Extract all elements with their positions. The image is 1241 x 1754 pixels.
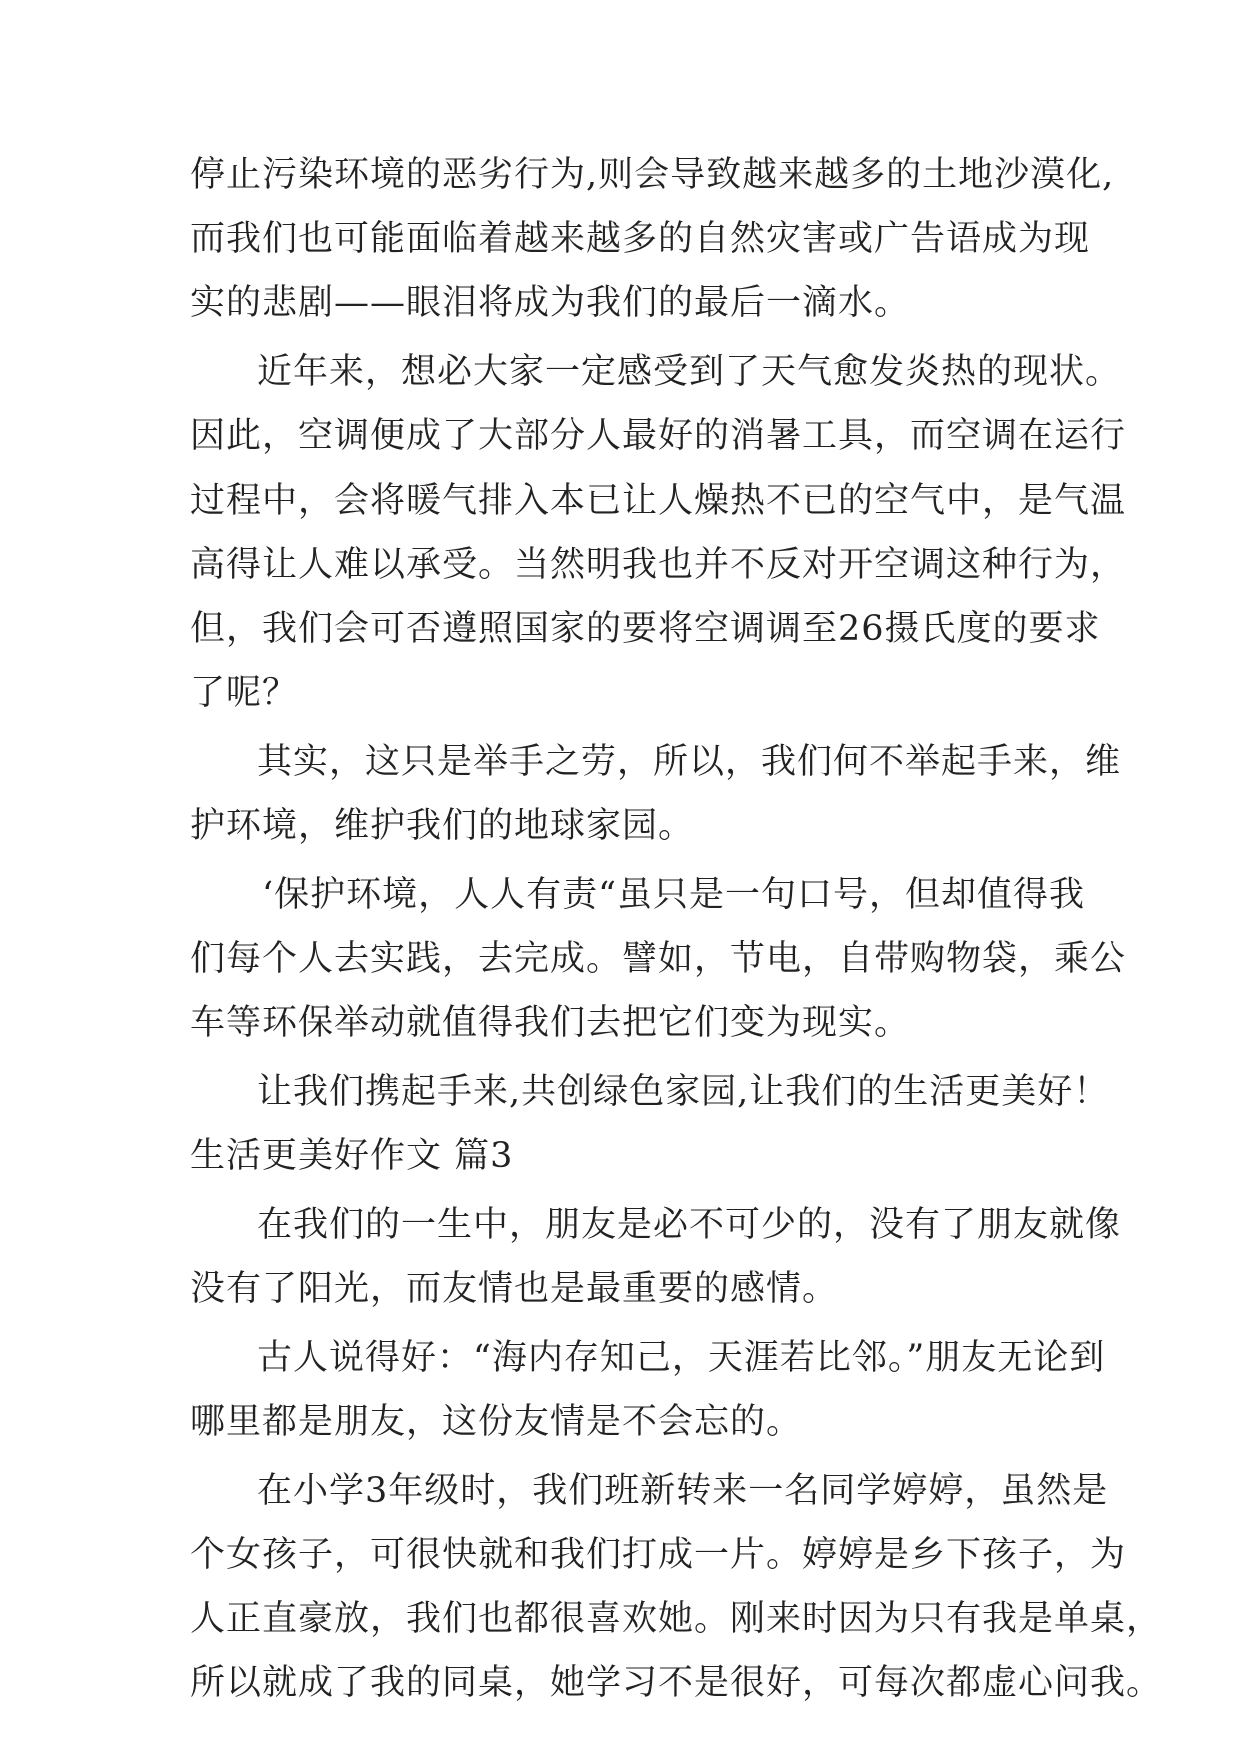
text-line: 个女孩子，可很快就和我们打成一片。婷婷是乡下孩子，为: [190, 1535, 1127, 1575]
text-line: 但，我们会可否遵照国家的要将空调调至26摄氏度的要求: [190, 609, 1101, 649]
text-line: 在我们的一生中，朋友是必不可少的，没有了朋友就像: [257, 1205, 1122, 1245]
text-line: 其实，这只是举手之劳，所以，我们何不举起手来，维: [257, 742, 1122, 782]
text-line: 实的悲剧——眼泪将成为我们的最后一滴水。: [190, 283, 911, 323]
text-line: 了呢？: [190, 673, 299, 713]
text-line: 让我们携起手来,共创绿色家园,让我们的生活更美好！: [257, 1072, 1110, 1112]
text-line: 而我们也可能面临着越来越多的自然灾害或广告语成为现: [190, 219, 1091, 259]
text-line: 所以就成了我的同桌，她学习不是很好，可每次都虚心问我。: [190, 1663, 1163, 1703]
text-line: 古人说得好：“海内存知己，天涯若比邻。”朋友无论到: [257, 1338, 1106, 1378]
text-line: 在小学3年级时，我们班新转来一名同学婷婷，虽然是: [257, 1471, 1109, 1511]
text-line: 停止污染环境的恶劣行为,则会导致越来越多的土地沙漠化,: [190, 155, 1115, 195]
text-line: 车等环保举动就值得我们去把它们变为现实。: [190, 1003, 911, 1043]
text-line: 近年来，想必大家一定感受到了天气愈发炎热的现状。: [257, 352, 1122, 392]
text-line: 哪里都是朋友，这份友情是不会忘的。: [190, 1402, 803, 1442]
text-line: 过程中，会将暖气排入本已让人燥热不已的空气中，是气温: [190, 481, 1127, 521]
text-line: 们每个人去实践，去完成。譬如，节电，自带购物袋，乘公: [190, 939, 1127, 979]
section-heading: 生活更美好作文 篇3: [190, 1136, 514, 1176]
text-line: 护环境，维护我们的地球家园。: [190, 806, 695, 846]
text-line: 人正直豪放，我们也都很喜欢她。刚来时因为只有我是单桌，: [190, 1599, 1163, 1639]
text-line: ‘保护环境，人人有责“虽只是一句口号，但却值得我: [262, 875, 1086, 915]
text-line: 高得让人难以承受。当然明我也并不反对开空调这种行为，: [190, 545, 1127, 585]
text-line: 因此，空调便成了大部分人最好的消暑工具，而空调在运行: [190, 416, 1127, 456]
text-line: 没有了阳光，而友情也是最重要的感情。: [190, 1269, 839, 1309]
